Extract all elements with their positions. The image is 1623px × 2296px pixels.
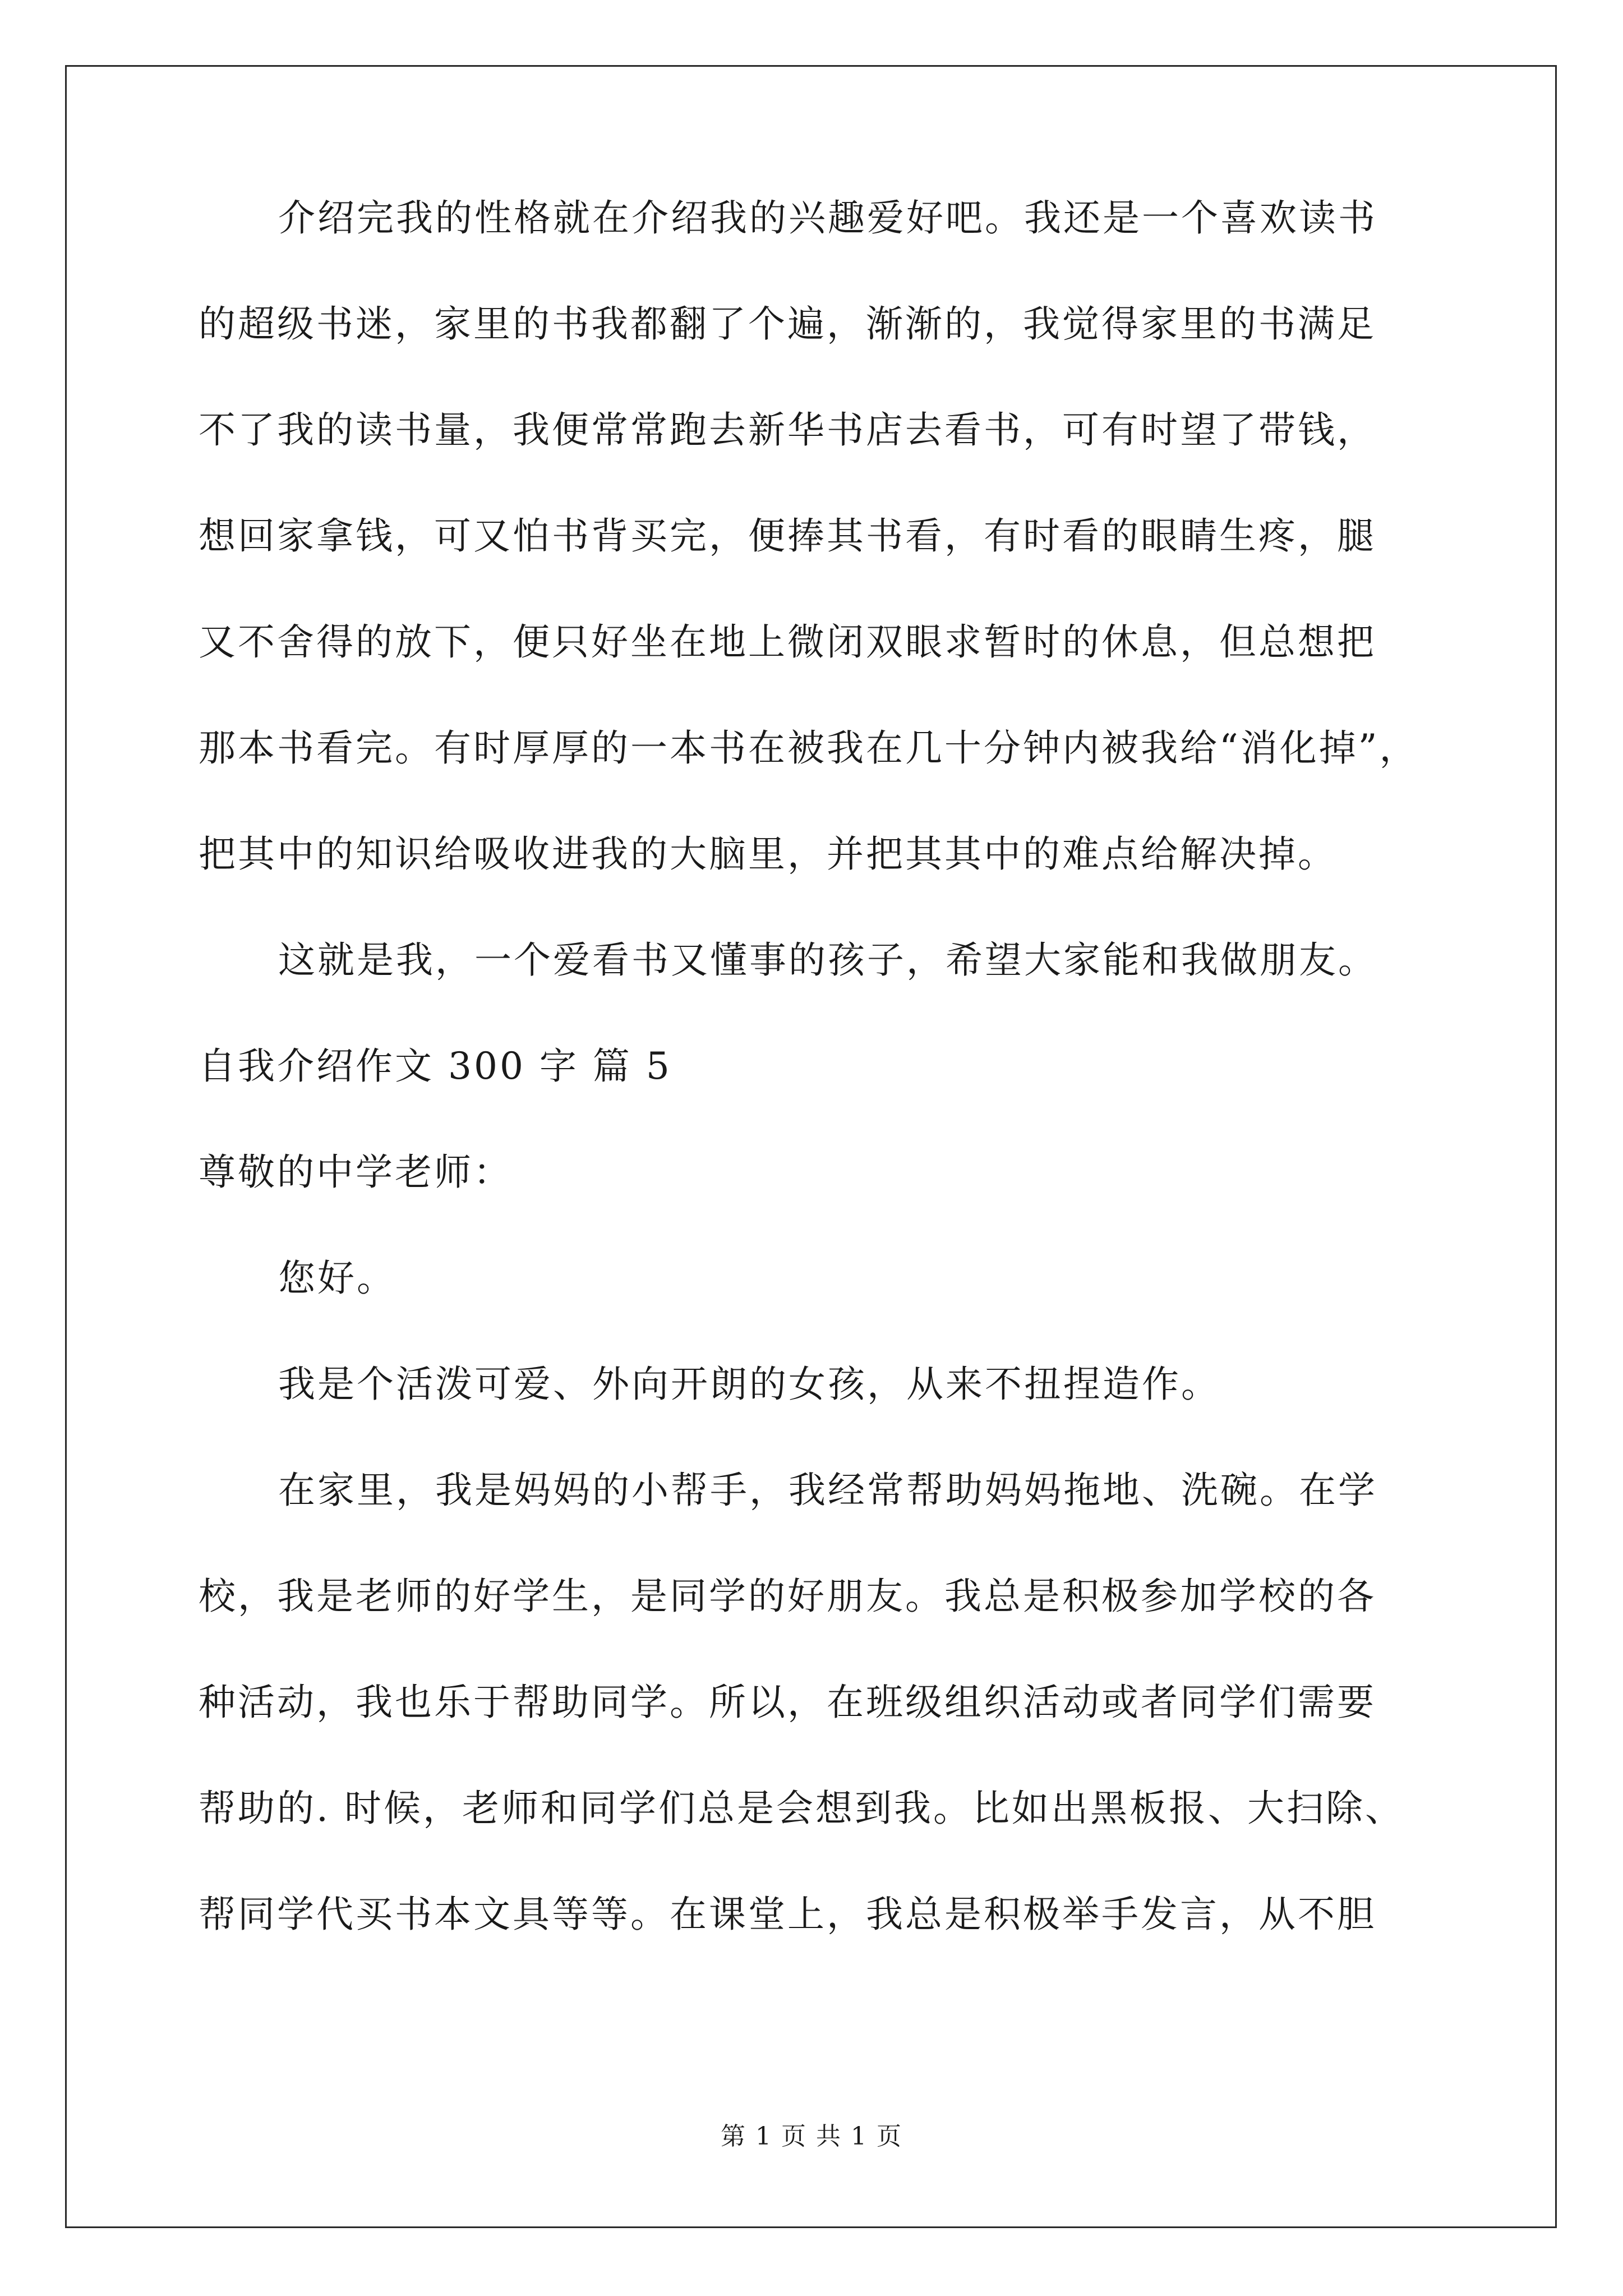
line-text: 在家里，我是妈妈的小帮手，我经常帮助妈妈拖地、洗碗。在学 [278, 1469, 1377, 1512]
line-text: 的超级书迷，家里的书我都翻了个遍，渐渐的，我觉得家里的书满足 [199, 302, 1376, 346]
line-text: 介绍完我的性格就在介绍我的兴趣爱好吧。我还是一个喜欢读书 [278, 196, 1377, 240]
line-text: 尊敬的中学老师： [199, 1151, 513, 1194]
line-text: 帮同学代买书本文具等等。在课堂上，我总是积极举手发言，从不胆 [199, 1893, 1376, 1936]
line-text: 那本书看完。有时厚厚的一本书在被我在几十分钟内被我给“消化掉”， [199, 726, 1419, 770]
line-text: 种活动，我也乐于帮助同学。所以，在班级组织活动或者同学们需要 [199, 1681, 1376, 1724]
heading-text: 自我介绍作文 300 字 篇 5 [199, 1045, 672, 1088]
page-footer: 第 1 页 共 1 页 [721, 2122, 902, 2151]
paragraph-line [199, 1893, 1460, 2014]
line-text: 想回家拿钱，可又怕书背买完，便捧其书看，有时看的眼睛生疼，腿 [199, 514, 1376, 558]
line-text: 又不舍得的放下，便只好坐在地上微闭双眼求暂时的休息，但总想把 [199, 620, 1376, 664]
line-text: 不了我的读书量，我便常常跑去新华书店去看书，可有时望了带钱， [199, 408, 1376, 452]
line-text: 帮助的. 时候，老师和同学们总是会想到我。比如出黑板报、大扫除、 [199, 1787, 1404, 1830]
line-text: 把其中的知识给吸收进我的大脑里，并把其其中的难点给解决掉。 [199, 832, 1337, 876]
line-text: 我是个活泼可爱、外向开朗的女孩，从来不扭捏造作。 [278, 1363, 1220, 1406]
line-text: 这就是我，一个爱看书又懂事的孩子，希望大家能和我做朋友。 [278, 938, 1377, 982]
line-text: 您好。 [278, 1257, 396, 1300]
line-text: 校，我是老师的好学生，是同学的好朋友。我总是积极参加学校的各 [199, 1575, 1376, 1618]
document-body [199, 196, 1460, 2014]
